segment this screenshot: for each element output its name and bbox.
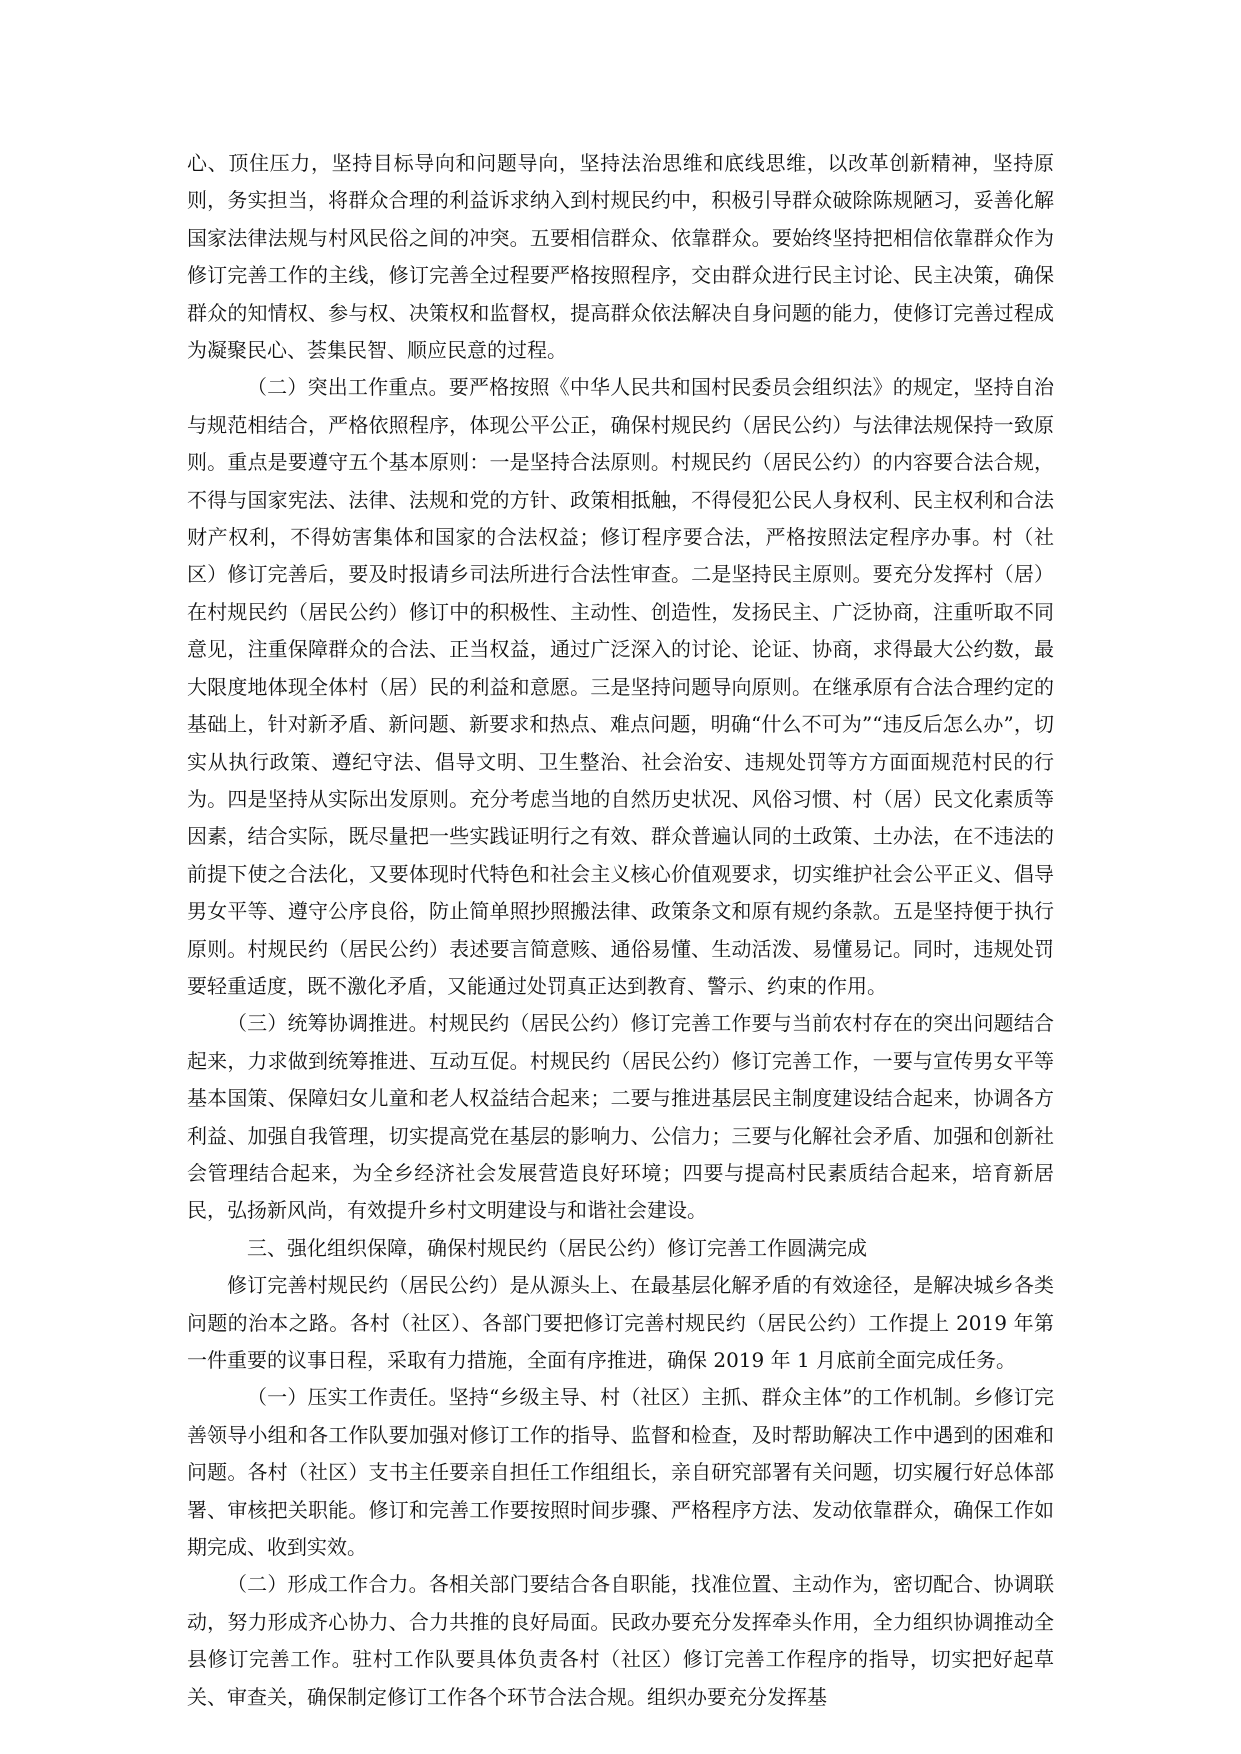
paragraph-continuation: 心、顶住压力，坚持目标导向和问题导向，坚持法治思维和底线思维，以改革创新精神，坚持原则，务实担当，将群众合理的利益诉求纳入到村规民约中，积极引导群众破除陈规陋习，妥善化解国家法律法规与村风民俗之间的冲突。五要相信群众、依靠群众。要始终坚持把相信依靠群众作为修订完善工作的主线，修订完善全过程要严格按照程序，交由群众进行民主讨论、民主决策，确保群众的知情权、参与权、决策权和监督权，提高群众依法解决自身问题的能力，使修订完善过程成为凝聚民心、荟集民智、顺应民意的过程。 <box>187 151 1054 363</box>
paragraph-responsibility: （一）压实工作责任。坚持“乡级主导、村（社区）主抓、群众主体”的工作机制。乡修订完善领导小组和各工作队要加强对修订工作的指导、监督和检查，及时帮助解决工作中遇到的困难和问题。各村（社区）支书主任要亲自担任工作组组长，亲自研究部署有关问题，切实履行好总体部署、审核把关职能。修订和完善工作要按照时间步骤、严格程序方法、发动依靠群众，确保工作如期完成、收到实效。 <box>187 1385 1054 1560</box>
section-heading-organization: 三、强化组织保障，确保村规民约（居民公约）修订完善工作圆满完成 <box>247 1235 867 1260</box>
paragraph-work-focus: （二）突出工作重点。要严格按照《中华人民共和国村民委员会组织法》的规定，坚持自治与规范相结合，严格依照程序，体现公平公正，确保村规民约（居民公约）与法律法规保持一致原则。重点是要遵守五个基本原则：一是坚持合法原则。村规民约（居民公约）的内容要合法合规，不得与国家宪法、法律、法规和党的方针、政策相抵触，不得侵犯公民人身权利、民主权利和合法财产权利，不得妨害集体和国家的合法权益；修订程序要合法，严格按照法定程序办事。村（社区）修订完善后，要及时报请乡司法所进行合法性审查。二是坚持民主原则。要充分发挥村（居）在村规民约（居民公约）修订中的积极性、主动性、创造性，发扬民主、广泛协商，注重听取不同意见，注重保障群众的合法、正当权益，通过广泛深入的讨论、论证、协商，求得最大公约数，最大限度地体现全体村（居）民的利益和意愿。三是坚持问题导向原则。在继承原有合法合理约定的基础上，针对新矛盾、新问题、新要求和热点、难点问题，明确“什么不可为”“违反后怎么办”，切实从执行政策、遵纪守法、倡导文明、卫生整治、社会治安、违规处罚等方方面面规范村民的行为。四是坚持从实际出发原则。充分考虑当地的自然历史状况、风俗习惯、村（居）民文化素质等因素，结合实际，既尽量把一些实践证明行之有效、群众普遍认同的土政策、土办法，在不违法的前提下使之合法化，又要体现时代特色和社会主义核心价值观要求，切实维护社会公平正义、倡导男女平等、遵守公序良俗，防止简单照抄照搬法律、政策条文和原有规约条款。五是坚持便于执行原则。村规民约（居民公约）表述要言简意赅、通俗易懂、生动活泼、易懂易记。同时，违规处罚要轻重适度，既不激化矛盾，又能通过处罚真正达到教育、警示、约束的作用。 <box>187 375 1054 998</box>
document-body <box>187 145 1054 1716</box>
paragraph-section-intro: 修订完善村规民约（居民公约）是从源头上、在最基层化解矛盾的有效途径，是解决城乡各类问题的治本之路。各村（社区）、各部门要把修订完善村规民约（居民公约）工作提上 2019 年第一件重要的议事日程，采取有力措施，全面有序推进，确保 2019 年 1 月底前全面完成任务。 <box>187 1273 1054 1372</box>
paragraph-joint-effort: （二）形成工作合力。各相关部门要结合各自职能，找准位置、主动作为，密切配合、协调联动，努力形成齐心协力、合力共推的良好局面。民政办要充分发挥牵头作用，全力组织协调推动全县修订完善工作。驻村工作队要具体负责各村（社区）修订完善工作程序的指导，切实把好起草关、审查关，确保制定修订工作各个环节合法合规。组织办要充分发挥基 <box>187 1572 1054 1709</box>
paragraph-coordination: （三）统筹协调推进。村规民约（居民公约）修订完善工作要与当前农村存在的突出问题结合起来，力求做到统筹推进、互动互促。村规民约（居民公约）修订完善工作，一要与宣传男女平等基本国策、保障妇女儿童和老人权益结合起来；二要与推进基层民主制度建设结合起来，协调各方利益、加强自我管理，切实提高党在基层的影响力、公信力；三要与化解社会矛盾、加强和创新社会管理结合起来，为全乡经济社会发展营造良好环境；四要与提高村民素质结合起来，培育新居民，弘扬新风尚，有效提升乡村文明建设与和谐社会建设。 <box>187 1011 1054 1223</box>
